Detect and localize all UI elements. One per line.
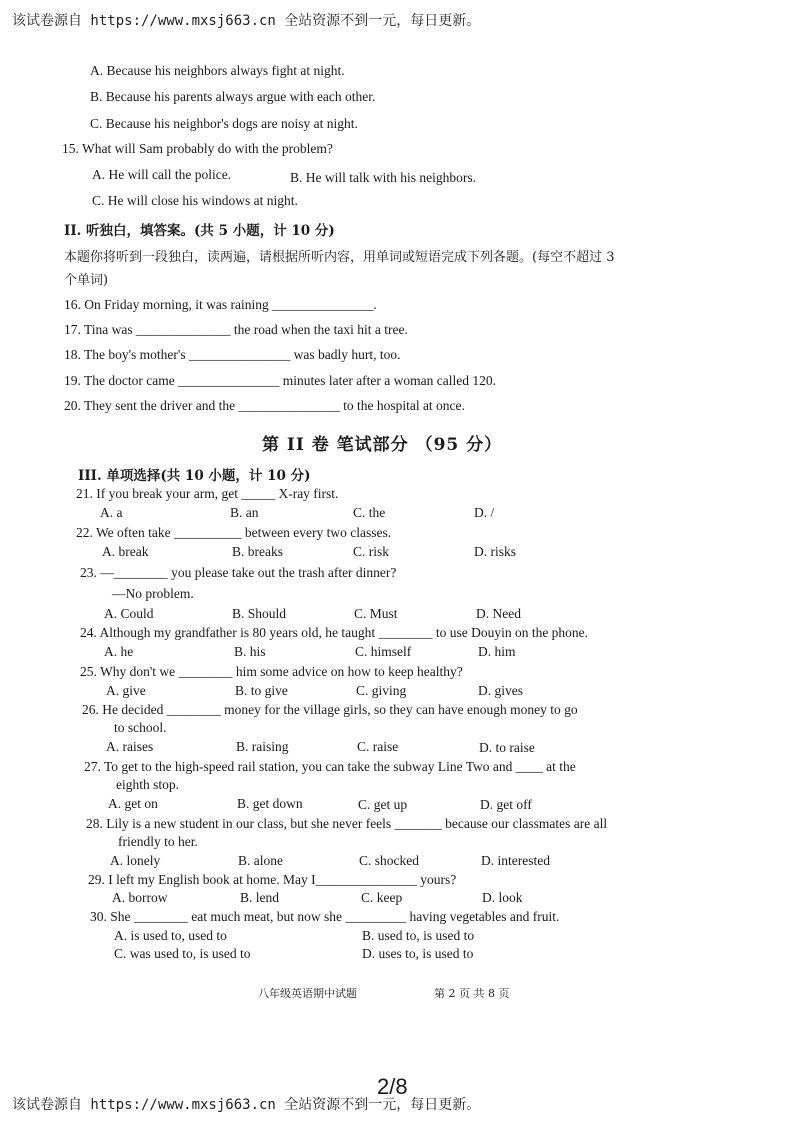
q25-stem: 25. Why don't we ________ him some advice on how to keep healthy? <box>80 664 463 679</box>
q22-option-c: C. risk <box>353 544 390 559</box>
section-2-instructions-cont: 个单词) <box>64 273 109 288</box>
q26-stem: 26. He decided ________ money for the village girls, so they can have enough money to go <box>82 702 578 717</box>
q30-option-c: C. was used to, is used to <box>114 946 251 961</box>
q30-option-a: A. is used to, used to <box>114 928 227 943</box>
source-header: 该试卷源自 https://www.mxsj663.cn 全站资源不到一元，每日更新。 <box>12 13 481 29</box>
q24-option-b: B. his <box>234 644 266 659</box>
section-2-title: II. 听独白，填答案。(共 5 小题，计 10 分) <box>64 223 335 239</box>
q23-option-c: C. Must <box>354 606 398 621</box>
q23-option-a: A. Could <box>104 606 154 621</box>
q16: 16. On Friday morning, it was raining _______________. <box>64 297 377 312</box>
footer-exam-title: 八年级英语期中试题 <box>258 987 357 1000</box>
q26-option-b: B. raising <box>236 739 289 754</box>
q25-option-a: A. give <box>106 683 146 698</box>
section-2-instructions: 本题你将听到一段独白，读两遍，请根据所听内容，用单词或短语完成下列各题。(每空不超过 3 <box>64 250 615 265</box>
page-number: 2/8 <box>377 1074 408 1099</box>
q28-stem: 28. Lily is a new student in our class, but she never feels _______ because our classmates are all <box>86 816 608 831</box>
q21-option-a: A. a <box>100 505 123 520</box>
q23-stem: 23. —________ you please take out the trash after dinner? <box>80 565 397 580</box>
q14-option-c: C. Because his neighbor's dogs are noisy at night. <box>90 116 358 131</box>
section-3-title: III. 单项选择(共 10 小题，计 10 分) <box>78 468 311 484</box>
q27-option-c: C. get up <box>358 797 408 812</box>
q22-option-a: A. break <box>102 544 149 559</box>
q23-option-b: B. Should <box>232 606 287 621</box>
q28-option-b: B. alone <box>238 853 283 868</box>
q28-option-d: D. interested <box>481 853 550 868</box>
q24-option-d: D. him <box>478 644 516 659</box>
q15-option-c: C. He will close his windows at night. <box>92 193 298 208</box>
q26-option-c: C. raise <box>357 739 399 754</box>
q28-stem-cont: friendly to her. <box>118 834 198 849</box>
q23-stem-cont: —No problem. <box>112 586 194 601</box>
q30-option-b: B. used to, is used to <box>362 928 475 943</box>
q24-option-a: A. he <box>104 644 134 659</box>
q24-option-c: C. himself <box>355 644 412 659</box>
q26-option-d: D. to raise <box>479 740 535 755</box>
q27-option-d: D. get off <box>480 797 532 812</box>
q17: 17. Tina was ______________ the road when the taxi hit a tree. <box>64 322 408 337</box>
q25-option-c: C. giving <box>356 683 407 698</box>
q21-stem: 21. If you break your arm, get _____ X-ray first. <box>76 486 339 501</box>
q14-option-a: A. Because his neighbors always fight at night. <box>90 63 345 78</box>
q22-option-d: D. risks <box>474 544 517 559</box>
q29-stem: 29. I left my English book at home. May I_______________ yours? <box>88 872 457 887</box>
q27-stem: 27. To get to the high-speed rail station, you can take the subway Line Two and ____ at the <box>84 759 576 774</box>
q15-option-b: B. He will talk with his neighbors. <box>290 170 476 185</box>
q25-option-d: D. gives <box>478 683 523 698</box>
q29-option-d: D. look <box>482 890 523 905</box>
q28-option-c: C. shocked <box>359 853 419 868</box>
q22-option-b: B. breaks <box>232 544 283 559</box>
q21-option-d: D. / <box>474 505 495 520</box>
q26-stem-cont: to school. <box>114 720 167 735</box>
q24-stem: 24. Although my grandfather is 80 years old, he taught ________ to use Douyin on the phone. <box>80 625 589 640</box>
q25-option-b: B. to give <box>235 683 288 698</box>
q15-stem: 15. What will Sam probably do with the problem? <box>62 141 333 156</box>
part-2-title: 第 II 卷 笔试部分 （95 分） <box>262 435 503 455</box>
q28-option-a: A. lonely <box>110 853 161 868</box>
footer-page-info: 第 2 页 共 8 页 <box>434 987 510 1000</box>
q29-option-b: B. lend <box>240 890 279 905</box>
q20: 20. They sent the driver and the _______________ to the hospital at once. <box>64 398 465 413</box>
q23-option-d: D. Need <box>476 606 521 621</box>
q22-stem: 22. We often take __________ between every two classes. <box>76 525 392 540</box>
q29-option-c: C. keep <box>361 890 403 905</box>
q14-option-b: B. Because his parents always argue with each other. <box>90 89 376 104</box>
q29-option-a: A. borrow <box>112 890 168 905</box>
q26-option-a: A. raises <box>106 739 154 754</box>
q18: 18. The boy's mother's _______________ was badly hurt, too. <box>64 347 401 362</box>
q27-stem-cont: eighth stop. <box>116 777 179 792</box>
q27-option-a: A. get on <box>108 796 158 811</box>
q21-option-b: B. an <box>230 505 259 520</box>
q30-stem: 30. She ________ eat much meat, but now she _________ having vegetables and fruit. <box>90 909 560 924</box>
q15-option-a: A. He will call the police. <box>92 167 232 182</box>
source-footer: 该试卷源自 https://www.mxsj663.cn 全站资源不到一元，每日更新。 <box>12 1097 481 1113</box>
q27-option-b: B. get down <box>237 796 303 811</box>
q19: 19. The doctor came _______________ minutes later after a woman called 120. <box>64 373 496 388</box>
q30-option-d: D. uses to, is used to <box>362 946 474 961</box>
q21-option-c: C. the <box>353 505 386 520</box>
